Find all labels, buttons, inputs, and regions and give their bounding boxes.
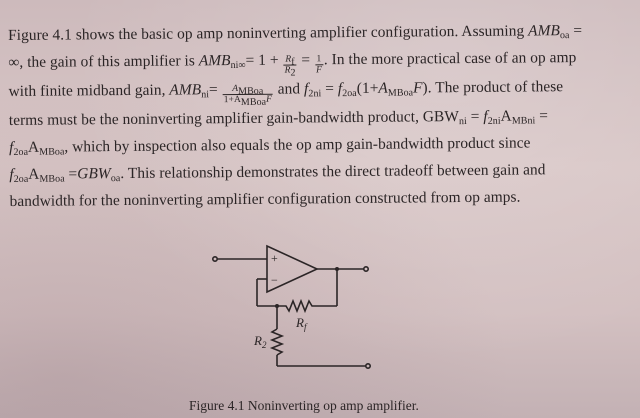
text-line-4: terms must be the noninverting amplifier gain-bandwidth product, $GBW_{ni} = f_{2ni}A_{MBni}$ =: [8, 107, 549, 129]
rf-resistor: [257, 301, 337, 311]
r2-resistor: [272, 329, 282, 355]
minus-sign: −: [271, 273, 278, 287]
text-line-5: $f_{2oa}A_{MBoa}$, which by inspection also equals the op amp gain-bandwidth product since: [9, 134, 531, 158]
body-paragraph: [8, 17, 622, 215]
output-node-dot: [335, 267, 339, 271]
text-line-3: with finite midband gain, $AMB_{ni}=$ $\frac{A_{MBoa}}{1+A_{MBoa}F}$ and $f_{2ni} = f_{2oa}(1+A_{MBoa}F)$. The product of these: [8, 78, 564, 108]
fraction-rf-over-r2: $\frac{R_f}{R_2}$: [284, 54, 296, 79]
input-terminal: [213, 257, 217, 261]
fraction-one-over-f: $\frac{1}{F}$: [316, 54, 322, 76]
fraction-amboa: $\frac{A_{MBoa}}{1+A_{MBoa}F}$: [223, 83, 272, 108]
text-line-2: ∞, the gain of this amplifier is $AMB_{ni\infty}= 1$ + $\frac{R_f}{R_2}$ = $\frac{1}{F}$ . In the more practical case of an op amp: [8, 49, 577, 79]
text-line-7: bandwidth for the noninverting amplifier configuration constructed from op amps.: [9, 188, 521, 210]
text-line-6: $f_{2oa}A_{MBoa} =GBW_{oa}$. This relationship demonstrates the direct tradeoff between gain and: [9, 161, 546, 185]
feedback-node-dot: [275, 304, 279, 308]
r2-label: $R_2$: [254, 333, 267, 350]
text-line-1: Figure 4.1 shows the basic op amp noninverting amplifier configuration. Assuming $AMB_{oa}$ =: [8, 21, 583, 44]
ground-terminal: [366, 364, 370, 368]
output-terminal: [364, 267, 368, 271]
plus-sign: +: [271, 251, 278, 265]
noninverting-amplifier-schematic: [200, 238, 380, 388]
figure-caption: Figure 4.1 Noninverting op amp amplifier.: [189, 398, 419, 413]
rf-label: $R_f$: [296, 315, 307, 332]
